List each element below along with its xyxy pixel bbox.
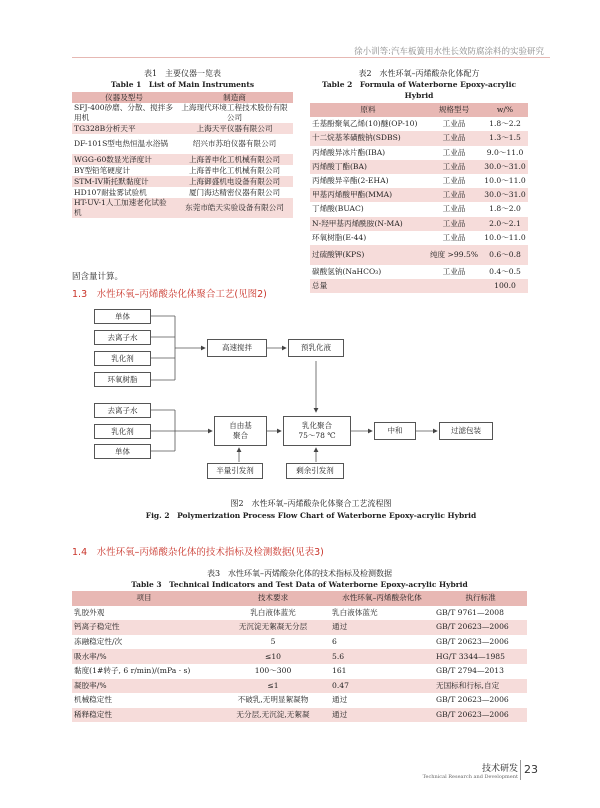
table2-cell: 工业品 (442, 218, 466, 228)
table3-cell: 乳胶外观 (74, 607, 105, 617)
body-continuation: 固含量计算。 (72, 272, 124, 282)
table3-header-cell: 水性环氧–丙烯酸杂化体 (342, 593, 422, 603)
table3-cell: 凝胶率/% (74, 680, 107, 690)
table2-cell: 丙烯酸异辛酯(2-EHA) (312, 176, 389, 186)
table1-row (72, 187, 293, 198)
table3-cell: GB/T 20623—2006 (436, 695, 509, 705)
flow-box-monomer-2: 单体 (94, 444, 151, 459)
table2-row (310, 217, 528, 231)
table3-cell: 100～300 (254, 666, 292, 676)
table1-cell: 绍兴市苏珀仪器有限公司 (192, 139, 277, 148)
table3-cell: GB/T 2794—2013 (436, 666, 504, 676)
table3-cell: 通过 (332, 695, 348, 705)
flow-box-deionized-water: 去离子水 (94, 330, 151, 345)
table1-cell: STM-IV斯托默黏度计 (74, 176, 149, 186)
figure2-caption-en: Fig. 2 Polymerization Process Flow Chart of Waterborne Epoxy-acrylic Hybrid (145, 511, 477, 520)
table3-cell: 5 (270, 637, 276, 647)
table3-cell: 乳白液体蓝光 (250, 607, 296, 617)
table3-cell: GB/T 20623—2006 (436, 710, 509, 720)
table2-cell: 工业品 (442, 232, 466, 242)
table3-cell: ≤10 (264, 651, 282, 661)
table3-cell: 无沉淀无絮凝无分层 (238, 622, 308, 632)
table1-cell: 上海天平仪器有限公司 (196, 123, 273, 133)
table2-cell: 十二烷基苯磺酸钠(SDBS) (312, 133, 401, 143)
flow-box-neutralize: 中和 (374, 422, 416, 440)
table2-cell: N-羟甲基丙烯酰胺(N-MA) (312, 218, 403, 228)
table3-cell: 通过 (332, 622, 348, 632)
table2-caption-en: Table 2 Formula of Waterborne Epoxy-acrylic Hybrid (321, 80, 517, 100)
figure2-flowchart (72, 300, 550, 492)
table3-cell: 无国标和行标,自定 (436, 680, 500, 690)
table2-row (310, 146, 528, 160)
table2-cell: 环氧树脂(E-44) (312, 232, 367, 242)
table1 (72, 92, 293, 218)
table2-row (310, 279, 528, 293)
table1-cell: 上海普申化工机械有限公司 (188, 154, 281, 164)
table2 (310, 103, 528, 293)
table2-cell: 0.6～0.8 (489, 249, 521, 259)
table3-cell: 冻融稳定性/次 (74, 637, 123, 647)
table1-header-cell: 制造商 (223, 92, 246, 102)
table1-row (72, 176, 293, 187)
table2-cell: 工业品 (442, 147, 466, 157)
table1-row (72, 154, 293, 165)
table1-cell: 东莞市皓天实验设备有限公司 (185, 203, 284, 212)
table2-caption-cn: 表2 水性环氧–丙烯酸杂化体配方 (358, 69, 480, 78)
table2-row (310, 131, 528, 145)
flow-box-pre-emulsion: 预乳化液 (288, 339, 344, 357)
table3-cell: 黏度(1#转子, 6 r/min)/(mPa · s) (74, 666, 191, 676)
table1-cell: 厦门海达精密仪器有限公司 (188, 187, 281, 197)
table2-cell: 工业品 (442, 119, 466, 129)
section-1-4-heading: 1.4 水性环氧–丙烯酸杂化体的技术指标及检测数据(见表3) (72, 547, 324, 558)
table2-cell (426, 279, 482, 293)
table2-cell: 工业品 (442, 161, 466, 171)
table2-cell: 工业品 (442, 266, 466, 276)
flow-box-filter-pack: 过滤包装 (439, 422, 493, 440)
table3-header-cell: 项目 (136, 593, 152, 603)
table3-header-cell: 技术要求 (257, 593, 289, 603)
table2-cell: 壬基酚聚氧乙烯(10)醚(OP-10) (312, 119, 418, 129)
running-header: 徐小训等:汽车板簧用水性长效防腐涂料的实验研究 (354, 47, 544, 57)
table2-cell: 过硫酸钾(KPS) (312, 249, 365, 259)
table2-header-cell: w/% (496, 105, 514, 115)
table3-row (72, 620, 527, 635)
table2-header-row (310, 103, 528, 117)
table1-row (72, 134, 293, 154)
table2-row (310, 160, 528, 174)
table2-cell: 30.0～31.0 (484, 161, 526, 171)
table3-cell: GB/T 20623—2006 (436, 622, 509, 632)
table1-cell: BY型铅笔硬度计 (74, 165, 131, 175)
flow-box-emulsifier-2: 乳化剂 (94, 424, 151, 439)
flow-box-epoxy-resin: 环氧树脂 (94, 372, 151, 387)
table2-cell: 丁烯酸(BUAC) (312, 204, 364, 214)
table2-cell: 10.0～11.0 (484, 232, 526, 242)
table3-cell: 机械稳定性 (74, 695, 112, 705)
flow-box-half-initiator: 半量引发剂 (207, 463, 263, 479)
table2-cell: 丙烯酸丁酯(BA) (312, 161, 367, 171)
table3-cell: 0.47 (332, 680, 349, 690)
table2-block (310, 68, 528, 293)
table1-caption-en: Table 1 List of Main Instruments (110, 80, 255, 89)
table1-block (72, 68, 293, 218)
table2-header-cell: 原料 (360, 105, 376, 115)
flow-box-monomer: 单体 (94, 309, 151, 324)
flow-box-emulsion-line2: 75～78 ℃ (298, 431, 336, 440)
table2-cell: 0.4～0.5 (489, 266, 521, 276)
flow-box-remaining-initiator: 剩余引发剂 (286, 463, 344, 479)
page-number: 23 (524, 763, 538, 776)
table2-cell: 9.0～11.0 (486, 147, 524, 157)
flow-box-radical-polymerization (214, 416, 267, 446)
table2-cell: 工业品 (442, 133, 466, 143)
flow-box-emulsion-polymerization (283, 416, 351, 446)
flow-box-radical-line2: 聚合 (233, 431, 248, 440)
table1-cell: TG328B分析天平 (74, 123, 136, 133)
table2-cell: 工业品 (442, 176, 466, 186)
table1-row (72, 103, 293, 123)
table1-row (72, 165, 293, 176)
table3-cell: 6 (332, 637, 337, 647)
flow-box-deionized-water-2: 去离子水 (94, 403, 151, 418)
table3-cell: ≤1 (267, 680, 279, 690)
table2-cell: 总量 (312, 281, 328, 291)
table3-cell: 吸水率/% (74, 651, 107, 661)
table1-cell: HD107耐盐雾试验机 (74, 187, 147, 197)
footer-divider (520, 760, 521, 780)
table3 (72, 591, 527, 722)
table1-header-cell: 仪器及型号 (105, 92, 143, 102)
table3-cell: 稀释稳定性 (74, 710, 112, 720)
table3-header-row (72, 591, 527, 606)
table3-caption-en: Table 3 Technical Indicators and Test Data of Waterborne Epoxy-acrylic Hybrid (131, 580, 468, 589)
table1-cell: WGG-60数显光泽度计 (74, 154, 152, 164)
table3-row (72, 635, 527, 650)
table3-row (72, 693, 527, 708)
table2-cell: 工业品 (442, 190, 466, 200)
flow-box-emulsifier: 乳化剂 (94, 351, 151, 366)
table2-cell: 1.3～1.5 (489, 133, 521, 143)
footer-label: 技术研发 (481, 764, 518, 774)
table2-row (310, 117, 528, 131)
table3-cell: GB/T 9761—2008 (436, 607, 504, 617)
table3-cell: GB/T 20623—2006 (436, 637, 509, 647)
footer-sub: Technical Research and Development (422, 774, 518, 780)
table2-cell: 工业品 (442, 204, 466, 214)
table3-row (72, 664, 527, 679)
table1-cell: 上海现代环境工程技术股份有限公司 (181, 103, 288, 122)
table1-cell: 上海御盛机电设备有限公司 (188, 176, 281, 186)
table3-cell: 通过 (332, 710, 348, 720)
table2-cell: 10.0～11.0 (484, 176, 526, 186)
table1-cell: 上海普申化工机械有限公司 (188, 165, 281, 175)
table2-cell: 1.8～2.0 (489, 204, 521, 214)
figure2-caption-cn: 图2 水性环氧–丙烯酸杂化体聚合工艺流程图 (230, 499, 392, 508)
table3-row (72, 649, 527, 664)
table1-caption-cn: 表1 主要仪器一览表 (143, 69, 222, 78)
table3-caption-cn: 表3 水性环氧–丙烯酸杂化体的技术指标及检测数据 (206, 569, 393, 578)
table2-cell: 碳酸氢钠(NaHCO₃) (312, 266, 382, 276)
flow-box-emulsion-line1: 乳化聚合 (302, 421, 332, 430)
table1-row (72, 123, 293, 134)
table2-row (310, 265, 528, 279)
table2-header-cell: 规格型号 (438, 105, 470, 115)
table3-cell: 不破乳,无明显絮凝物 (237, 695, 309, 705)
table3-block (72, 568, 527, 722)
table2-cell: 1.8～2.2 (489, 119, 521, 129)
table1-cell: DF-101S型电热恒温水浴锅 (74, 139, 169, 148)
table2-row (310, 188, 528, 202)
table3-row (72, 679, 527, 694)
table3-cell: 5.6 (332, 651, 345, 661)
table3-cell: 乳白液体蓝光 (332, 607, 378, 617)
header-rule (72, 57, 550, 58)
table3-row (72, 606, 527, 621)
table2-cell: 甲基丙烯酸甲酯(MMA) (312, 190, 393, 200)
flow-box-radical-line1: 自由基 (229, 421, 252, 430)
table2-row (310, 174, 528, 188)
table2-cell: 丙烯酸异冰片酯(IBA) (312, 147, 386, 157)
table3-cell: 161 (332, 666, 347, 676)
table2-cell: 2.0～2.1 (489, 218, 521, 228)
table3-row (72, 708, 527, 723)
table1-header-row (72, 92, 293, 103)
table1-cell: SFJ-400砂磨、分散、搅拌多用机 (74, 103, 173, 122)
table3-cell: HG/T 3344—1985 (436, 651, 505, 661)
section-1-3-heading: 1.3 水性环氧–丙烯酸杂化体聚合工艺(见图2) (72, 289, 267, 300)
table3-cell: 钙离子稳定性 (74, 622, 120, 632)
table1-row (72, 198, 293, 218)
table2-row (310, 245, 528, 265)
table2-row (310, 202, 528, 216)
table3-cell: 无分层,无沉淀,无絮凝 (236, 710, 310, 720)
table2-cell: 纯度 >99.5% (429, 249, 479, 259)
table1-cell: HT-UV-1人工加速老化试验机 (74, 198, 167, 217)
flow-box-high-speed-stirring: 高速搅拌 (207, 339, 267, 357)
table2-cell: 100.0 (494, 281, 516, 291)
table3-header-cell: 执行标准 (465, 593, 496, 603)
table2-row (310, 231, 528, 245)
table2-cell: 30.0～31.0 (484, 190, 526, 200)
